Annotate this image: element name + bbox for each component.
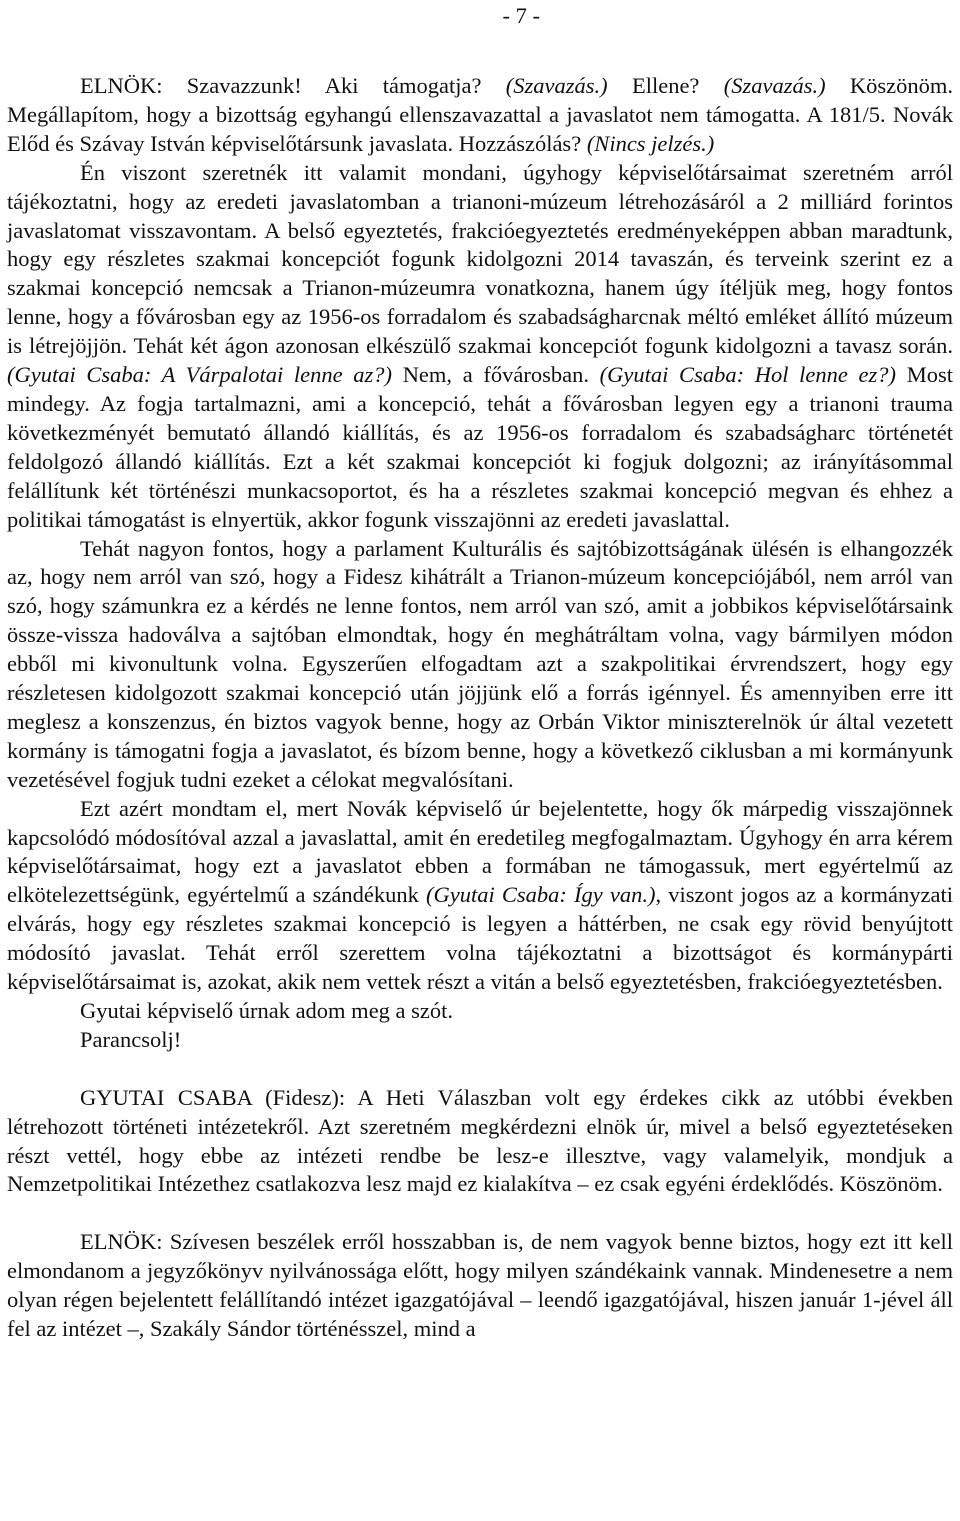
paragraph-gap [7,1055,953,1084]
paragraph [7,795,953,997]
paragraph [7,997,953,1026]
paragraph [7,1084,953,1200]
text-run: ELNÖK: Szívesen beszélek erről hosszabban is, de nem vagyok benne biztos, hogy ezt itt kell elmondanom a jegyzőkönyv nyilvánossága előtt, hogy milyen szándékaink vannak. Mindenesetre a nem olyan régen bejelentett felállítandó intézet igazgatójával – leendő igazgatójával, hiszen január 1-jével áll fel az intézet –, Szakály Sándor történésszel, mind a [7,1229,953,1341]
text-run: , viszont jogos az a kormányzati elvárás, hogy egy részletes szakmai koncepció is legyen a háttérben, ne csak egy rövid benyújtott módosító javaslat. Tehát erről szerettem volna tájékoztatni a bizottságot és kormánypárti képviselőtársaimat is, azokat, akik nem vettek részt a vitán a belső egyeztetésben, frakcióegyeztetésben. [7,882,953,995]
italic-remark: (Gyutai Csaba: Hol lenne ez?) [599,362,897,388]
text-run: ELNÖK: Szavazzunk! Aki támogatja? [80,73,506,98]
italic-remark: (Szavazás.) [723,73,826,98]
paragraph [7,72,953,159]
paragraph [7,159,953,535]
text-run: Nem, a fővárosban. [392,362,600,388]
page-number-text: - 7 - [502,3,540,28]
paragraph-gap [7,1199,953,1228]
page-number [0,2,960,30]
paragraph [7,535,953,795]
paragraph [7,1228,953,1344]
text-run: Ezt azért mondtam el, mert Novák képviselő úr bejelentette, hogy ők márpedig visszajönnek kapcsolódó módosítóval azzal a javaslattal, amit én eredetileg megfogalmaztam. Úgyhogy én arra kérem képviselőtársaimat, hogy ezt a javaslatot ebben a formában ne támogassuk, mert egyértelmű az elkötelezettségünk, egyértelmű a szándékunk [7,795,953,908]
text-run: Parancsolj! [80,1026,182,1052]
text-run: Ellene? [607,73,724,98]
italic-remark: (Gyutai Csaba: A Várpalotai lenne az?) [7,362,393,388]
italic-remark: (Nincs jelzés.) [586,130,715,156]
text-run: Gyutai képviselő úrnak adom meg a szót. [80,998,454,1023]
text-run: Köszönöm. Megállapítom, hogy a bizottság egyhangú ellenszavazattal a javaslatot nem támogatta. A 181/5. Novák Előd és Szávay István képviselőtársunk javaslata. Hozzászólás? [7,73,953,156]
text-run: Tehát nagyon fontos, hogy a parlament Kulturális és sajtóbizottságának ülésén is elhangozzék az, hogy nem arról van szó, hogy a Fidesz kihátrált a Trianon-múzeum koncepciójából, nem arról van szó, hogy számunkra ez a kérdés ne lenne fontos, nem arról van szó, amit a jobbikos képviselőtársaink össze-vissza hadoválva a sajtóban elmondtak, hogy én meghátráltam volna, vagy bármilyen módon ebből mi kivonultunk volna. Egyszerűen elfogadtam azt a szakpolitikai érvrendszert, hogy egy részletesen kidolgozott szakmai koncepció után jöjjünk elő a forrás igénnyel. És amennyiben erre itt meglesz a konszenzus, én biztos vagyok benne, hogy az Orbán Viktor miniszterelnök úr által vezetett kormány is támogatni fogja a javaslatot, és bízom benne, hogy a következő ciklusban a mi kormányunk vezetésével fogjuk tudni ezeket a célokat megvalósítani. [7,535,953,792]
text-run: GYUTAI CSABA (Fidesz): A Heti Válaszban volt egy érdekes cikk az utóbbi években létrehozott történeti intézetekről. Azt szeretném megkérdezni elnök úr, mivel a belső egyeztetéseken részt vettél, hogy ebbe az intézeti rendbe be lesz-e illesztve, vagy valamelyik, mondjuk a Nemzetpolitikai Intézethez csatlakozva lesz majd ez kialakítva – ez csak egyéni érdeklődés. Köszönöm. [7,1084,953,1197]
document-body [7,72,953,1344]
text-run: Én viszont szeretnék itt valamit mondani, úgyhogy képviselőtársaimat szeretném arról tájékoztatni, hogy az eredeti javaslatomban a trianoni-múzeum létrehozásáról a 2 milliárd forintos javaslatomat visszavontam. A belső egyeztetés, frakcióegyeztetés eredményeképpen abban maradtunk, hogy egy részletes szakmai koncepciót fogunk kidolgozni 2014 tavaszán, és terveink szerint ez a szakmai koncepció nemcsak a Trianon-múzeumra vonatkozna, hanem úgy ítéljük meg, hogy fontos lenne, hogy a fővárosban egy az 1956-os forradalom és szabadságharcnak méltó emléket állító múzeum is létrejöjjön. Tehát két ágon azonosan elkészülő szakmai koncepciót fogunk kidolgozni a tavasz során. [7,159,953,359]
paragraph [7,1026,953,1055]
text-run: Most mindegy. Az fogja tartalmazni, ami a koncepció, tehát a fővárosban legyen egy a trianoni trauma következményét bemutató állandó kiállítás, és az 1956-os forradalom és szabadságharc történetét feldolgozó állandó kiállítás. Ezt a két szakmai koncepciót ki fogjuk dolgozni; az irányításommal felállítunk két történészi munkacsoportot, és ha a részletes szakmai koncepció megvan és ehhez a politikai támogatást is elnyertük, akkor fogunk visszajönni az eredeti javaslattal. [7,362,953,532]
italic-remark: (Gyutai Csaba: Így van.) [426,882,656,908]
italic-remark: (Szavazás.) [505,73,608,98]
